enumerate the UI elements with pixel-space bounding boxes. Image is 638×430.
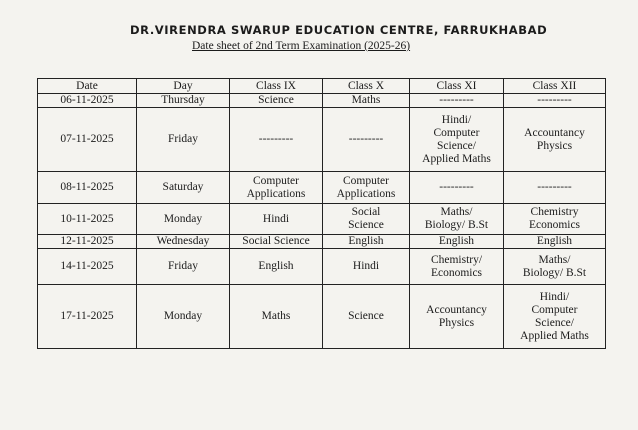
cell-class-ix: [230, 94, 323, 108]
cell-class-ix: [230, 172, 323, 204]
table-row: [38, 172, 606, 204]
subject-line: ---------: [439, 181, 474, 193]
subject-line: Biology/ B.St: [424, 219, 489, 231]
school-name: DR.VIRENDRA SWARUP EDUCATION CENTRE, FARRUKHABAD: [130, 23, 548, 37]
subject-line: Social Science: [242, 235, 310, 247]
cell-day: Monday: [137, 285, 230, 349]
subject-line: Science: [348, 310, 384, 322]
column-header-class-ix: Class IX: [230, 79, 323, 94]
table-row: [38, 285, 606, 349]
subject-line: Computer: [433, 126, 480, 139]
table-header-row: [38, 79, 606, 94]
subject-line: Economics: [528, 219, 581, 231]
cell-class-xi: [410, 108, 504, 172]
subject-line: ---------: [348, 133, 384, 145]
column-header-class-xii: Class XII: [504, 79, 606, 94]
subject-line: Chemistry/: [430, 253, 483, 266]
cell-day: Friday: [137, 108, 230, 172]
cell-date: 12-11-2025: [38, 235, 137, 249]
cell-date: 17-11-2025: [38, 285, 137, 349]
subject-line: Hindi/: [441, 113, 472, 126]
cell-class-xii: [504, 235, 606, 249]
cell-class-x: [323, 204, 410, 235]
cell-class-xi: [410, 94, 504, 108]
cell-date: 07-11-2025: [38, 108, 137, 172]
column-header-date: Date: [38, 79, 137, 94]
cell-class-xi: [410, 235, 504, 249]
cell-day: Saturday: [137, 172, 230, 204]
table-row: [38, 204, 606, 235]
subject-line: Science/: [535, 316, 574, 329]
cell-class-x: [323, 172, 410, 204]
cell-class-xii: [504, 204, 606, 235]
subject-line: ---------: [439, 94, 474, 106]
subject-line: Science: [348, 219, 384, 231]
column-header-class-xi: Class XI: [410, 79, 504, 94]
cell-date: 06-11-2025: [38, 94, 137, 108]
subject-line: ---------: [537, 94, 572, 106]
cell-day: Monday: [137, 204, 230, 235]
cell-class-xi: [410, 204, 504, 235]
cell-class-xii: [504, 285, 606, 349]
cell-class-x: [323, 285, 410, 349]
cell-day: Wednesday: [137, 235, 230, 249]
column-header-day: Day: [137, 79, 230, 94]
subject-line: Computer: [531, 303, 578, 316]
subject-line: Applications: [336, 187, 396, 200]
subject-line: ---------: [258, 133, 294, 145]
cell-class-x: [323, 249, 410, 285]
cell-day: Thursday: [137, 94, 230, 108]
subject-line: Science/: [437, 139, 476, 152]
subject-line: Hindi: [262, 212, 290, 225]
subject-line: English: [258, 260, 294, 272]
subject-line: ---------: [537, 181, 572, 193]
cell-day: Friday: [137, 249, 230, 285]
subject-line: English: [536, 235, 573, 247]
subject-line: English: [438, 235, 475, 247]
subject-line: Biology/ B.St: [522, 266, 587, 279]
cell-class-ix: [230, 285, 323, 349]
date-sheet-table: [37, 78, 606, 349]
table-row: [38, 108, 606, 172]
subject-line: Chemistry: [530, 206, 579, 218]
table-row: [38, 249, 606, 285]
subject-line: Applied Maths: [520, 329, 589, 342]
subject-line: Economics: [430, 266, 483, 279]
cell-date: 08-11-2025: [38, 172, 137, 204]
cell-date: 10-11-2025: [38, 204, 137, 235]
cell-class-xi: [410, 249, 504, 285]
table-body: [38, 94, 606, 349]
subject-line: Physics: [438, 316, 475, 329]
cell-class-ix: [230, 204, 323, 235]
subject-line: Computer: [343, 174, 389, 187]
subject-line: Social: [351, 206, 381, 218]
subject-line: Science: [258, 94, 294, 106]
cell-class-x: [323, 108, 410, 172]
cell-class-ix: [230, 108, 323, 172]
cell-class-ix: [230, 249, 323, 285]
subject-line: Maths: [351, 94, 381, 106]
subject-line: English: [348, 235, 384, 247]
subject-line: Maths/: [440, 206, 473, 218]
subject-line: Hindi: [352, 260, 380, 272]
subject-line: Applied Maths: [422, 152, 491, 165]
table-row: [38, 94, 606, 108]
cell-class-xii: [504, 172, 606, 204]
cell-class-xi: [410, 285, 504, 349]
cell-class-x: [323, 235, 410, 249]
subject-line: Maths/: [538, 253, 571, 266]
subject-line: Computer: [253, 174, 299, 187]
cell-class-xii: [504, 249, 606, 285]
cell-date: 14-11-2025: [38, 249, 137, 285]
subject-line: Physics: [536, 139, 573, 152]
cell-class-xii: [504, 94, 606, 108]
cell-class-x: [323, 94, 410, 108]
subject-line: Maths: [261, 310, 291, 322]
cell-class-xii: [504, 108, 606, 172]
subject-line: Accountancy: [524, 126, 585, 139]
table-row: [38, 235, 606, 249]
cell-class-ix: [230, 235, 323, 249]
subject-line: Hindi/: [539, 290, 570, 303]
sheet-subtitle: Date sheet of 2nd Term Examination (2025-26): [192, 40, 411, 52]
column-header-class-x: Class X: [323, 79, 410, 94]
cell-class-xi: [410, 172, 504, 204]
subject-line: Accountancy: [426, 303, 487, 316]
subject-line: Applications: [246, 187, 306, 200]
